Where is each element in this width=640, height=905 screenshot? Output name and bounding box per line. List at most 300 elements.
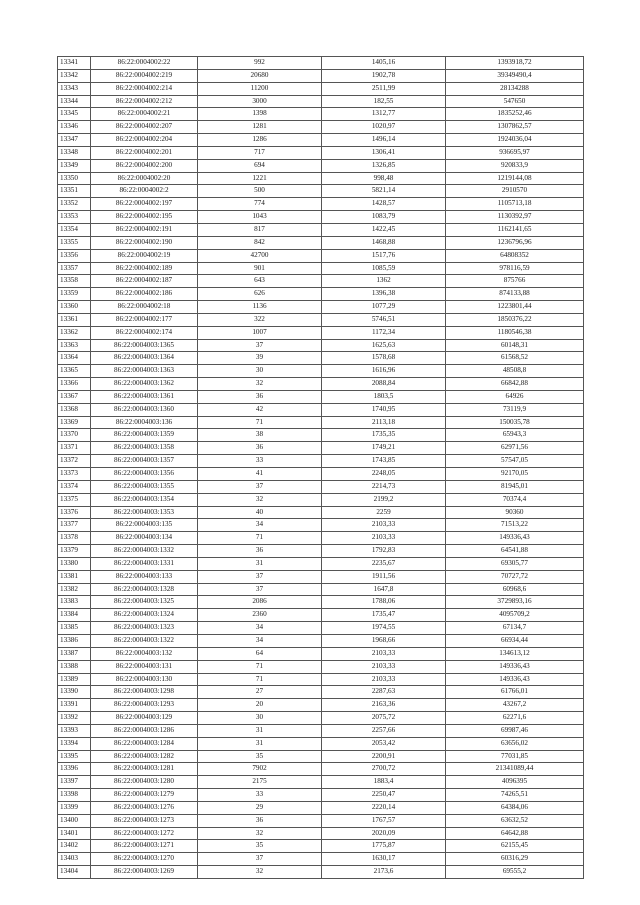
unit-value-cell: 2113,18 xyxy=(322,416,446,429)
unit-value-cell: 1616,96 xyxy=(322,365,446,378)
unit-value-cell: 2173,6 xyxy=(322,866,446,879)
unit-value-cell: 2103,33 xyxy=(322,647,446,660)
row-number-cell: 13362 xyxy=(58,326,91,339)
area-cell: 36 xyxy=(198,814,322,827)
area-cell: 1221 xyxy=(198,172,322,185)
unit-value-cell: 1647,8 xyxy=(322,583,446,596)
table-row xyxy=(58,249,584,262)
area-cell: 71 xyxy=(198,532,322,545)
table-row xyxy=(58,557,584,570)
cadastral-number-cell: 86:22:0004002:190 xyxy=(91,236,198,249)
cadastral-number-cell: 86:22:0004003:1323 xyxy=(91,622,198,635)
table-row xyxy=(58,57,584,70)
total-value-cell: 1105713,18 xyxy=(446,198,584,211)
unit-value-cell: 1749,21 xyxy=(322,442,446,455)
area-cell: 626 xyxy=(198,288,322,301)
total-value-cell: 149336,43 xyxy=(446,660,584,673)
table-row xyxy=(58,686,584,699)
area-cell: 643 xyxy=(198,275,322,288)
total-value-cell: 66842,88 xyxy=(446,378,584,391)
unit-value-cell: 2103,33 xyxy=(322,660,446,673)
cadastral-number-cell: 86:22:0004003:1361 xyxy=(91,390,198,403)
cadastral-number-cell: 86:22:0004003:1269 xyxy=(91,866,198,879)
area-cell: 41 xyxy=(198,468,322,481)
unit-value-cell: 1077,29 xyxy=(322,301,446,314)
table-row xyxy=(58,647,584,660)
row-number-cell: 13343 xyxy=(58,82,91,95)
area-cell: 1398 xyxy=(198,108,322,121)
total-value-cell: 66934,44 xyxy=(446,634,584,647)
total-value-cell: 875766 xyxy=(446,275,584,288)
total-value-cell: 69305,77 xyxy=(446,557,584,570)
table-row xyxy=(58,172,584,185)
unit-value-cell: 2200,91 xyxy=(322,750,446,763)
cadastral-value-table xyxy=(57,56,584,879)
total-value-cell: 920833,9 xyxy=(446,159,584,172)
table-row xyxy=(58,660,584,673)
area-cell: 32 xyxy=(198,378,322,391)
area-cell: 32 xyxy=(198,493,322,506)
cadastral-number-cell: 86:22:0004003:1276 xyxy=(91,801,198,814)
row-number-cell: 13377 xyxy=(58,519,91,532)
cadastral-number-cell: 86:22:0004002:19 xyxy=(91,249,198,262)
row-number-cell: 13342 xyxy=(58,69,91,82)
area-cell: 2360 xyxy=(198,609,322,622)
row-number-cell: 13390 xyxy=(58,686,91,699)
table-row xyxy=(58,532,584,545)
row-number-cell: 13401 xyxy=(58,827,91,840)
row-number-cell: 13395 xyxy=(58,750,91,763)
unit-value-cell: 2075,72 xyxy=(322,712,446,725)
total-value-cell: 936695,97 xyxy=(446,146,584,159)
area-cell: 40 xyxy=(198,506,322,519)
table-row xyxy=(58,712,584,725)
area-cell: 37 xyxy=(198,583,322,596)
table-row xyxy=(58,82,584,95)
table-row xyxy=(58,519,584,532)
table-body xyxy=(58,57,584,879)
area-cell: 30 xyxy=(198,712,322,725)
table-row xyxy=(58,365,584,378)
table-row xyxy=(58,506,584,519)
unit-value-cell: 1172,34 xyxy=(322,326,446,339)
area-cell: 37 xyxy=(198,570,322,583)
unit-value-cell: 1326,85 xyxy=(322,159,446,172)
area-cell: 717 xyxy=(198,146,322,159)
unit-value-cell: 2103,33 xyxy=(322,673,446,686)
row-number-cell: 13353 xyxy=(58,211,91,224)
table-row xyxy=(58,789,584,802)
row-number-cell: 13349 xyxy=(58,159,91,172)
area-cell: 27 xyxy=(198,686,322,699)
area-cell: 39 xyxy=(198,352,322,365)
total-value-cell: 73119,9 xyxy=(446,403,584,416)
row-number-cell: 13373 xyxy=(58,468,91,481)
unit-value-cell: 1902,78 xyxy=(322,69,446,82)
unit-value-cell: 1803,5 xyxy=(322,390,446,403)
cadastral-number-cell: 86:22:0004003:1281 xyxy=(91,763,198,776)
row-number-cell: 13368 xyxy=(58,403,91,416)
total-value-cell: 63632,52 xyxy=(446,814,584,827)
row-number-cell: 13374 xyxy=(58,480,91,493)
total-value-cell: 62155,45 xyxy=(446,840,584,853)
cadastral-number-cell: 86:22:0004003:1365 xyxy=(91,339,198,352)
unit-value-cell: 5821,14 xyxy=(322,185,446,198)
area-cell: 31 xyxy=(198,724,322,737)
unit-value-cell: 1775,87 xyxy=(322,840,446,853)
area-cell: 1136 xyxy=(198,301,322,314)
unit-value-cell: 2259 xyxy=(322,506,446,519)
table-row xyxy=(58,262,584,275)
row-number-cell: 13402 xyxy=(58,840,91,853)
unit-value-cell: 1630,17 xyxy=(322,853,446,866)
row-number-cell: 13358 xyxy=(58,275,91,288)
unit-value-cell: 1968,66 xyxy=(322,634,446,647)
area-cell: 1286 xyxy=(198,134,322,147)
cadastral-number-cell: 86:22:0004003:130 xyxy=(91,673,198,686)
cadastral-number-cell: 86:22:0004003:1360 xyxy=(91,403,198,416)
unit-value-cell: 1911,56 xyxy=(322,570,446,583)
row-number-cell: 13367 xyxy=(58,390,91,403)
table-row xyxy=(58,480,584,493)
total-value-cell: 70374,4 xyxy=(446,493,584,506)
unit-value-cell: 1743,85 xyxy=(322,455,446,468)
cadastral-number-cell: 86:22:0004003:1279 xyxy=(91,789,198,802)
table-row xyxy=(58,455,584,468)
unit-value-cell: 2103,33 xyxy=(322,519,446,532)
unit-value-cell: 2511,99 xyxy=(322,82,446,95)
unit-value-cell: 2088,84 xyxy=(322,378,446,391)
table-row xyxy=(58,198,584,211)
unit-value-cell: 1405,16 xyxy=(322,57,446,70)
row-number-cell: 13345 xyxy=(58,108,91,121)
unit-value-cell: 2248,05 xyxy=(322,468,446,481)
unit-value-cell: 2250,47 xyxy=(322,789,446,802)
cadastral-number-cell: 86:22:0004003:132 xyxy=(91,647,198,660)
total-value-cell: 64642,88 xyxy=(446,827,584,840)
unit-value-cell: 1735,47 xyxy=(322,609,446,622)
area-cell: 42 xyxy=(198,403,322,416)
unit-value-cell: 2287,63 xyxy=(322,686,446,699)
total-value-cell: 1219144,08 xyxy=(446,172,584,185)
row-number-cell: 13361 xyxy=(58,313,91,326)
table-row xyxy=(58,724,584,737)
row-number-cell: 13399 xyxy=(58,801,91,814)
cadastral-number-cell: 86:22:0004003:1322 xyxy=(91,634,198,647)
row-number-cell: 13341 xyxy=(58,57,91,70)
table-row xyxy=(58,223,584,236)
area-cell: 33 xyxy=(198,789,322,802)
total-value-cell: 2910570 xyxy=(446,185,584,198)
table-row xyxy=(58,236,584,249)
total-value-cell: 64926 xyxy=(446,390,584,403)
total-value-cell: 69555,2 xyxy=(446,866,584,879)
cadastral-number-cell: 86:22:0004002:174 xyxy=(91,326,198,339)
row-number-cell: 13393 xyxy=(58,724,91,737)
unit-value-cell: 2053,42 xyxy=(322,737,446,750)
row-number-cell: 13384 xyxy=(58,609,91,622)
cadastral-number-cell: 86:22:0004003:1273 xyxy=(91,814,198,827)
area-cell: 1043 xyxy=(198,211,322,224)
table-row xyxy=(58,185,584,198)
table-row xyxy=(58,378,584,391)
area-cell: 35 xyxy=(198,840,322,853)
row-number-cell: 13360 xyxy=(58,301,91,314)
cadastral-number-cell: 86:22:0004003:1357 xyxy=(91,455,198,468)
cadastral-number-cell: 86:22:0004002:191 xyxy=(91,223,198,236)
unit-value-cell: 182,55 xyxy=(322,95,446,108)
row-number-cell: 13400 xyxy=(58,814,91,827)
total-value-cell: 63656,02 xyxy=(446,737,584,750)
area-cell: 33 xyxy=(198,455,322,468)
table-row xyxy=(58,69,584,82)
cadastral-number-cell: 86:22:0004002:177 xyxy=(91,313,198,326)
row-number-cell: 13372 xyxy=(58,455,91,468)
unit-value-cell: 2220,14 xyxy=(322,801,446,814)
unit-value-cell: 1578,68 xyxy=(322,352,446,365)
unit-value-cell: 2103,33 xyxy=(322,532,446,545)
area-cell: 2175 xyxy=(198,776,322,789)
table-row xyxy=(58,313,584,326)
cadastral-number-cell: 86:22:0004002:201 xyxy=(91,146,198,159)
area-cell: 42700 xyxy=(198,249,322,262)
table-row xyxy=(58,108,584,121)
table-row xyxy=(58,146,584,159)
area-cell: 37 xyxy=(198,339,322,352)
cadastral-number-cell: 86:22:0004003:1332 xyxy=(91,545,198,558)
unit-value-cell: 1974,55 xyxy=(322,622,446,635)
cadastral-number-cell: 86:22:0004003:133 xyxy=(91,570,198,583)
total-value-cell: 43267,2 xyxy=(446,699,584,712)
row-number-cell: 13378 xyxy=(58,532,91,545)
cadastral-number-cell: 86:22:0004003:129 xyxy=(91,712,198,725)
row-number-cell: 13385 xyxy=(58,622,91,635)
cadastral-number-cell: 86:22:0004003:1354 xyxy=(91,493,198,506)
unit-value-cell: 2163,36 xyxy=(322,699,446,712)
unit-value-cell: 2020,09 xyxy=(322,827,446,840)
unit-value-cell: 1792,83 xyxy=(322,545,446,558)
cadastral-number-cell: 86:22:0004002:186 xyxy=(91,288,198,301)
area-cell: 992 xyxy=(198,57,322,70)
cadastral-number-cell: 86:22:0004003:1286 xyxy=(91,724,198,737)
area-cell: 31 xyxy=(198,737,322,750)
row-number-cell: 13357 xyxy=(58,262,91,275)
total-value-cell: 60968,6 xyxy=(446,583,584,596)
cadastral-number-cell: 86:22:0004003:1364 xyxy=(91,352,198,365)
row-number-cell: 13352 xyxy=(58,198,91,211)
cadastral-number-cell: 86:22:0004003:1362 xyxy=(91,378,198,391)
cadastral-number-cell: 86:22:0004002:21 xyxy=(91,108,198,121)
table-row xyxy=(58,763,584,776)
cadastral-number-cell: 86:22:0004003:1359 xyxy=(91,429,198,442)
row-number-cell: 13350 xyxy=(58,172,91,185)
table-row xyxy=(58,352,584,365)
table-row xyxy=(58,493,584,506)
total-value-cell: 978116,59 xyxy=(446,262,584,275)
cadastral-number-cell: 86:22:0004003:1356 xyxy=(91,468,198,481)
cadastral-number-cell: 86:22:0004002:20 xyxy=(91,172,198,185)
total-value-cell: 90360 xyxy=(446,506,584,519)
row-number-cell: 13397 xyxy=(58,776,91,789)
total-value-cell: 1393918,72 xyxy=(446,57,584,70)
table-row xyxy=(58,288,584,301)
row-number-cell: 13381 xyxy=(58,570,91,583)
row-number-cell: 13366 xyxy=(58,378,91,391)
unit-value-cell: 2199,2 xyxy=(322,493,446,506)
row-number-cell: 13386 xyxy=(58,634,91,647)
total-value-cell: 60148,31 xyxy=(446,339,584,352)
total-value-cell: 149336,43 xyxy=(446,673,584,686)
area-cell: 2086 xyxy=(198,596,322,609)
unit-value-cell: 2235,67 xyxy=(322,557,446,570)
unit-value-cell: 1085,59 xyxy=(322,262,446,275)
row-number-cell: 13380 xyxy=(58,557,91,570)
unit-value-cell: 1312,77 xyxy=(322,108,446,121)
table-row xyxy=(58,442,584,455)
table-row xyxy=(58,121,584,134)
row-number-cell: 13347 xyxy=(58,134,91,147)
cadastral-number-cell: 86:22:0004003:1293 xyxy=(91,699,198,712)
total-value-cell: 62271,6 xyxy=(446,712,584,725)
cadastral-number-cell: 86:22:0004003:1284 xyxy=(91,737,198,750)
area-cell: 35 xyxy=(198,750,322,763)
total-value-cell: 4095709,2 xyxy=(446,609,584,622)
total-value-cell: 1850376,22 xyxy=(446,313,584,326)
table-row xyxy=(58,776,584,789)
cadastral-number-cell: 86:22:0004003:1355 xyxy=(91,480,198,493)
cadastral-number-cell: 86:22:0004002:207 xyxy=(91,121,198,134)
total-value-cell: 1924036,04 xyxy=(446,134,584,147)
row-number-cell: 13364 xyxy=(58,352,91,365)
cadastral-number-cell: 86:22:0004002:22 xyxy=(91,57,198,70)
total-value-cell: 1162141,65 xyxy=(446,223,584,236)
row-number-cell: 13354 xyxy=(58,223,91,236)
table-row xyxy=(58,634,584,647)
table-row xyxy=(58,827,584,840)
area-cell: 34 xyxy=(198,622,322,635)
row-number-cell: 13392 xyxy=(58,712,91,725)
row-number-cell: 13394 xyxy=(58,737,91,750)
total-value-cell: 3729893,16 xyxy=(446,596,584,609)
cadastral-number-cell: 86:22:0004002:18 xyxy=(91,301,198,314)
unit-value-cell: 998,48 xyxy=(322,172,446,185)
cadastral-number-cell: 86:22:0004002:200 xyxy=(91,159,198,172)
unit-value-cell: 1767,57 xyxy=(322,814,446,827)
area-cell: 7902 xyxy=(198,763,322,776)
cadastral-number-cell: 86:22:0004003:1298 xyxy=(91,686,198,699)
row-number-cell: 13363 xyxy=(58,339,91,352)
area-cell: 901 xyxy=(198,262,322,275)
table-row xyxy=(58,583,584,596)
cadastral-number-cell: 86:22:0004003:1358 xyxy=(91,442,198,455)
cadastral-number-cell: 86:22:0004002:219 xyxy=(91,69,198,82)
table-row xyxy=(58,814,584,827)
total-value-cell: 134613,12 xyxy=(446,647,584,660)
row-number-cell: 13344 xyxy=(58,95,91,108)
area-cell: 31 xyxy=(198,557,322,570)
total-value-cell: 547650 xyxy=(446,95,584,108)
table-row xyxy=(58,429,584,442)
unit-value-cell: 1306,41 xyxy=(322,146,446,159)
total-value-cell: 1180546,38 xyxy=(446,326,584,339)
table-row xyxy=(58,159,584,172)
total-value-cell: 61766,01 xyxy=(446,686,584,699)
cadastral-number-cell: 86:22:0004003:1324 xyxy=(91,609,198,622)
cadastral-number-cell: 86:22:0004002:214 xyxy=(91,82,198,95)
area-cell: 29 xyxy=(198,801,322,814)
area-cell: 842 xyxy=(198,236,322,249)
unit-value-cell: 1788,06 xyxy=(322,596,446,609)
total-value-cell: 1835252,46 xyxy=(446,108,584,121)
table-row xyxy=(58,403,584,416)
row-number-cell: 13355 xyxy=(58,236,91,249)
table-row xyxy=(58,275,584,288)
area-cell: 71 xyxy=(198,660,322,673)
area-cell: 694 xyxy=(198,159,322,172)
cadastral-number-cell: 86:22:0004003:134 xyxy=(91,532,198,545)
cadastral-number-cell: 86:22:0004002:197 xyxy=(91,198,198,211)
total-value-cell: 74265,51 xyxy=(446,789,584,802)
total-value-cell: 70727,72 xyxy=(446,570,584,583)
total-value-cell: 77031,85 xyxy=(446,750,584,763)
unit-value-cell: 1625,63 xyxy=(322,339,446,352)
area-cell: 322 xyxy=(198,313,322,326)
area-cell: 36 xyxy=(198,390,322,403)
unit-value-cell: 1396,38 xyxy=(322,288,446,301)
cadastral-number-cell: 86:22:0004003:1271 xyxy=(91,840,198,853)
area-cell: 64 xyxy=(198,647,322,660)
table-row xyxy=(58,596,584,609)
row-number-cell: 13379 xyxy=(58,545,91,558)
row-number-cell: 13382 xyxy=(58,583,91,596)
row-number-cell: 13348 xyxy=(58,146,91,159)
table-row xyxy=(58,853,584,866)
unit-value-cell: 5746,51 xyxy=(322,313,446,326)
total-value-cell: 92170,05 xyxy=(446,468,584,481)
area-cell: 36 xyxy=(198,442,322,455)
table-row xyxy=(58,699,584,712)
table-row xyxy=(58,609,584,622)
unit-value-cell: 1083,79 xyxy=(322,211,446,224)
cadastral-number-cell: 86:22:0004003:131 xyxy=(91,660,198,673)
cadastral-number-cell: 86:22:0004002:189 xyxy=(91,262,198,275)
unit-value-cell: 2700,72 xyxy=(322,763,446,776)
table-row xyxy=(58,801,584,814)
table-row xyxy=(58,339,584,352)
cadastral-number-cell: 86:22:0004003:1328 xyxy=(91,583,198,596)
area-cell: 30 xyxy=(198,365,322,378)
area-cell: 34 xyxy=(198,634,322,647)
area-cell: 11200 xyxy=(198,82,322,95)
total-value-cell: 150035,78 xyxy=(446,416,584,429)
area-cell: 32 xyxy=(198,827,322,840)
table-row xyxy=(58,673,584,686)
total-value-cell: 69987,46 xyxy=(446,724,584,737)
total-value-cell: 61568,52 xyxy=(446,352,584,365)
total-value-cell: 67134,7 xyxy=(446,622,584,635)
cadastral-number-cell: 86:22:0004003:1353 xyxy=(91,506,198,519)
total-value-cell: 28134288 xyxy=(446,82,584,95)
unit-value-cell: 1422,45 xyxy=(322,223,446,236)
total-value-cell: 1223801,44 xyxy=(446,301,584,314)
area-cell: 817 xyxy=(198,223,322,236)
cadastral-number-cell: 86:22:0004002:212 xyxy=(91,95,198,108)
row-number-cell: 13351 xyxy=(58,185,91,198)
cadastral-number-cell: 86:22:0004002:195 xyxy=(91,211,198,224)
unit-value-cell: 1517,76 xyxy=(322,249,446,262)
row-number-cell: 13388 xyxy=(58,660,91,673)
table-row xyxy=(58,570,584,583)
